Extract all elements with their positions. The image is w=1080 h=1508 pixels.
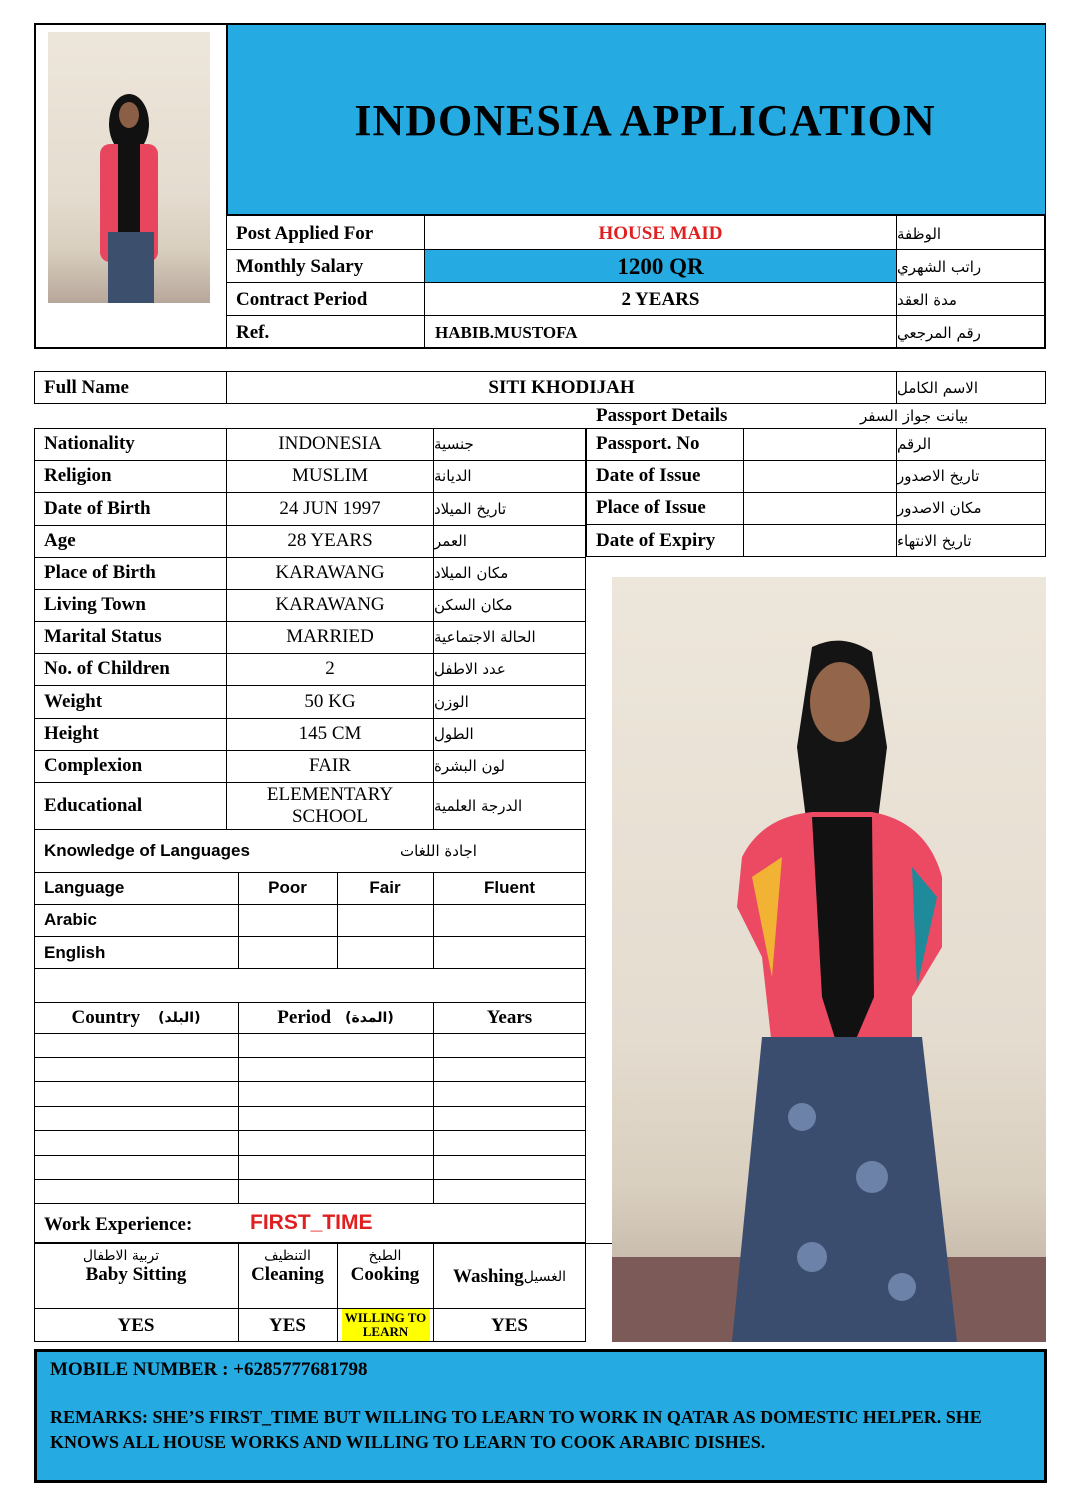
mobile-number: MOBILE NUMBER : +6285777681798: [50, 1359, 368, 1380]
issue-place-label: Place of Issue: [596, 497, 706, 518]
complexion-label-ar: لون البشرة: [434, 757, 505, 775]
passport-title-ar: بيانت جواز السفر: [860, 407, 969, 425]
skill-cooking: [337, 1248, 433, 1306]
place-of-birth-label-ar: مكان الميلاد: [434, 564, 509, 582]
title-bar: [226, 25, 1045, 216]
exp-header-years: Years: [486, 1006, 533, 1028]
nationality-label: Nationality: [44, 433, 135, 454]
skill-washing-value: YES: [491, 1314, 528, 1336]
lang-header-fair: Fair: [369, 878, 401, 897]
date-of-birth-label-ar: تاريخ الميلاد: [434, 499, 507, 518]
languages-title-ar: اجادة اللغات: [400, 842, 477, 860]
remarks: REMARKS: SHE’S FIRST_TIME BUT WILLING TO LEARN TO WORK IN QATAR AS DOMESTIC HELPER. SHE KNOWS ALL HOUSE WORKS AND WILLING TO LEARN TO COOK ARABIC DISHES.: [50, 1407, 982, 1452]
full-name-label: Full Name: [44, 376, 129, 398]
living-town-label-ar: مكان السكن: [434, 596, 513, 614]
weight-label-ar: الوزن: [434, 692, 469, 711]
age-label: Age: [44, 530, 76, 551]
no-of-children-label-ar: عدد الاطفل: [434, 660, 506, 678]
languages-title: Knowledge of Languages: [44, 841, 250, 860]
skill-cooking-ar: الطبخ: [368, 1248, 402, 1264]
period-label-ar: (المدة): [345, 1009, 394, 1026]
height-value: 145 CM: [298, 723, 362, 744]
full-name-value: SITI KHODIJAH: [488, 376, 635, 398]
work-experience-label: Work Experience:: [44, 1214, 193, 1235]
skill-washing-en: Washing: [453, 1266, 524, 1287]
marital-status-label: Marital Status: [44, 626, 162, 647]
educational-value: ELEMENTARY SCHOOL: [266, 784, 394, 827]
page-title: INDONESIA APPLICATION: [354, 96, 936, 145]
salary-label-ar: راتب الشهري: [897, 257, 982, 276]
willing-badge: WILLING TO LEARN: [342, 1309, 430, 1341]
person-thumbnail-icon: [48, 32, 210, 303]
lang-header-poor: Poor: [268, 878, 307, 897]
place-of-birth-label: Place of Birth: [44, 562, 156, 583]
skill-cleaning-ar: التنظيف: [264, 1248, 311, 1264]
full-name-label-ar: الاسم الكامل: [897, 378, 979, 397]
no-of-children-label: No. of Children: [44, 658, 170, 679]
lang-row-arabic: Arabic: [44, 910, 97, 929]
ref-label-ar: رقم المرجعي: [897, 323, 981, 342]
passport-title: Passport Details: [596, 405, 728, 426]
marital-status-label-ar: الحالة الاجتماعية: [434, 628, 536, 646]
complexion-value: FAIR: [309, 755, 351, 776]
skill-baby-sitting-en: Baby Sitting: [85, 1264, 187, 1285]
skill-baby-sitting-ar: تربية الاطفال: [82, 1248, 160, 1264]
educational-label-ar: الدرجة العلمية: [434, 797, 523, 815]
weight-value: 50 KG: [304, 690, 356, 712]
expiry-ar: تاريخ الانتهاء: [897, 531, 972, 550]
living-town-label: Living Town: [44, 594, 146, 615]
date-of-birth-value: 24 JUN 1997: [279, 497, 381, 519]
work-experience-value: FIRST_TIME: [250, 1211, 373, 1234]
skill-baby-sitting: [34, 1248, 238, 1306]
skill-cleaning: [238, 1248, 337, 1306]
age-label-ar: العمر: [434, 532, 467, 550]
skill-cooking-en: Cooking: [350, 1264, 420, 1285]
ref-value: HABIB.MUSTOFA: [435, 322, 578, 342]
religion-label-ar: الديانة: [434, 467, 472, 485]
lang-header-language: Language: [44, 878, 125, 897]
passport-no-label: Passport. No: [596, 433, 700, 454]
nationality-label-ar: جنسية: [434, 435, 474, 453]
issue-date-label: Date of Issue: [596, 465, 701, 486]
full-body-photo: [612, 577, 1046, 1342]
post-label-ar: الوظفة: [897, 224, 942, 243]
skill-cleaning-value: YES: [269, 1314, 306, 1336]
date-of-birth-label: Date of Birth: [44, 497, 151, 519]
contract-label: Contract Period: [236, 288, 368, 310]
skill-washing-ar: الغسيل: [523, 1269, 566, 1285]
salary-value: 1200 QR: [617, 253, 704, 279]
contract-label-ar: مدة العقد: [897, 290, 957, 309]
skill-washing: [433, 1262, 586, 1292]
height-label-ar: الطول: [434, 725, 474, 743]
contract-value: 2 YEARS: [621, 288, 700, 310]
height-label: Height: [44, 723, 99, 744]
living-town-value: KARAWANG: [275, 594, 385, 615]
post-value: HOUSE MAID: [598, 222, 723, 244]
issue-place-ar: مكان الاصدور: [897, 499, 982, 517]
thumbnail-photo: [48, 32, 210, 303]
post-label: Post Applied For: [236, 222, 374, 244]
age-value: 28 YEARS: [287, 530, 373, 551]
no-of-children-value: 2: [325, 658, 335, 679]
skill-baby-sitting-value: YES: [117, 1314, 155, 1336]
salary-label: Monthly Salary: [236, 255, 364, 277]
religion-value: MUSLIM: [291, 465, 368, 486]
issue-date-ar: تاريخ الاصدور: [897, 467, 980, 485]
period-label: Period: [277, 1006, 332, 1028]
place-of-birth-value: KARAWANG: [275, 562, 385, 583]
lang-header-fluent: Fluent: [484, 878, 535, 897]
complexion-label: Complexion: [44, 755, 143, 776]
lang-row-english: English: [44, 942, 106, 962]
exp-header-country: [34, 1002, 238, 1033]
skill-cleaning-en: Cleaning: [251, 1264, 324, 1285]
skill-cooking-value: [338, 1309, 433, 1341]
marital-status-value: MARRIED: [286, 626, 374, 647]
nationality-value: INDONESIA: [278, 433, 382, 454]
country-label-ar: (البلد): [158, 1009, 201, 1026]
passport-no-ar: الرقم: [897, 435, 932, 453]
religion-label: Religion: [44, 465, 112, 486]
weight-label: Weight: [44, 690, 103, 712]
educational-label: Educational: [44, 795, 143, 816]
ref-label: Ref.: [236, 321, 270, 343]
exp-header-period: [238, 1002, 433, 1033]
person-full-icon: [612, 577, 1046, 1342]
country-label: Country: [71, 1006, 141, 1028]
expiry-label: Date of Expiry: [596, 529, 716, 551]
